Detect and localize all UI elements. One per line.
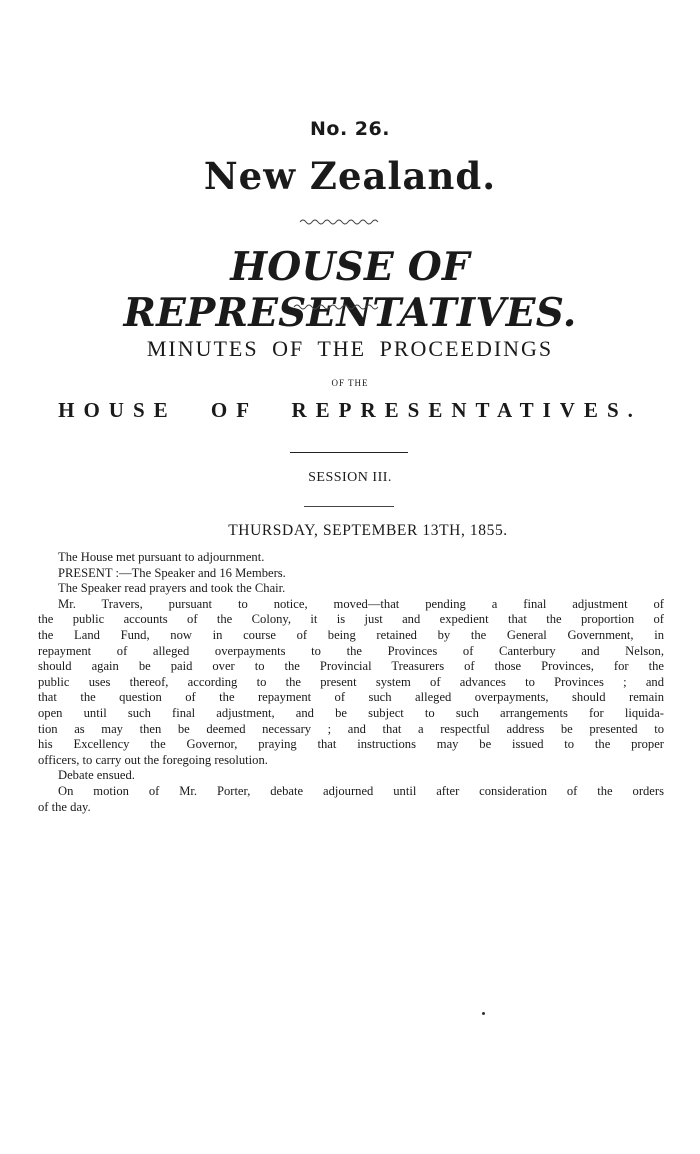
- house-heading: HOUSE OF REPRESENTATIVES.: [123, 244, 577, 336]
- text-line: The House met pursuant to adjournment.: [58, 550, 265, 564]
- document-number: No. 26.: [310, 118, 390, 140]
- of-the-label: OF THE: [331, 378, 369, 388]
- date-line: THURSDAY, SEPTEMBER 13TH, 1855.: [228, 522, 508, 539]
- minutes-heading: MINUTES OF THE PROCEEDINGS: [146, 336, 554, 361]
- session-label: SESSION III.: [308, 470, 392, 485]
- text-line: Debate ensued.: [58, 768, 135, 783]
- text-line: PRESENT :—The Speaker and 16 Members.: [58, 565, 286, 580]
- text-line: his Excellency the Governor, praying that instructions may be issued to the proper: [38, 737, 664, 752]
- text-line: The Speaker read prayers and took the Chair.: [58, 581, 286, 596]
- text-line: the public accounts of the Colony, it is just and expedient that the proportion of: [38, 612, 664, 627]
- proceedings-text: [38, 550, 664, 815]
- horizontal-rule: [290, 452, 408, 453]
- wavy-ornament-top: [0, 216, 700, 228]
- text-line: On motion of Mr. Porter, debate adjourned until after consideration of the orders: [58, 783, 664, 798]
- text-line: should again be paid over to the Provincial Treasurers of those Provinces, for the: [38, 659, 664, 674]
- text-line: of the day.: [38, 799, 91, 814]
- text-line: that the question of the repayment of such alleged overpayments, should remain: [38, 690, 664, 705]
- wavy-ornament-bottom: [0, 301, 700, 313]
- colony-title: New Zealand.: [203, 154, 497, 198]
- ink-dot: [482, 1012, 485, 1015]
- text-line: repayment of alleged overpayments to the Provinces of Canterbury and Nelson,: [38, 643, 664, 658]
- text-line: tion as may then be deemed necessary ; and that a respectful address be presented to: [38, 721, 664, 736]
- short-rule: [304, 506, 394, 507]
- text-line: Mr. Travers, pursuant to notice, moved—that pending a final adjustment of: [58, 596, 664, 611]
- house-spaced-heading: HOUSE OF REPRESENTATIVES.: [58, 398, 642, 422]
- text-line: public uses thereof, according to the present system of advances to Provinces ; and: [38, 674, 664, 689]
- text-line: the Land Fund, now in course of being retained by the General Government, in: [38, 627, 664, 642]
- text-line: officers, to carry out the foregoing resolution.: [38, 752, 268, 767]
- text-line: open until such final adjustment, and be subject to such arrangements for liquida-: [38, 705, 664, 720]
